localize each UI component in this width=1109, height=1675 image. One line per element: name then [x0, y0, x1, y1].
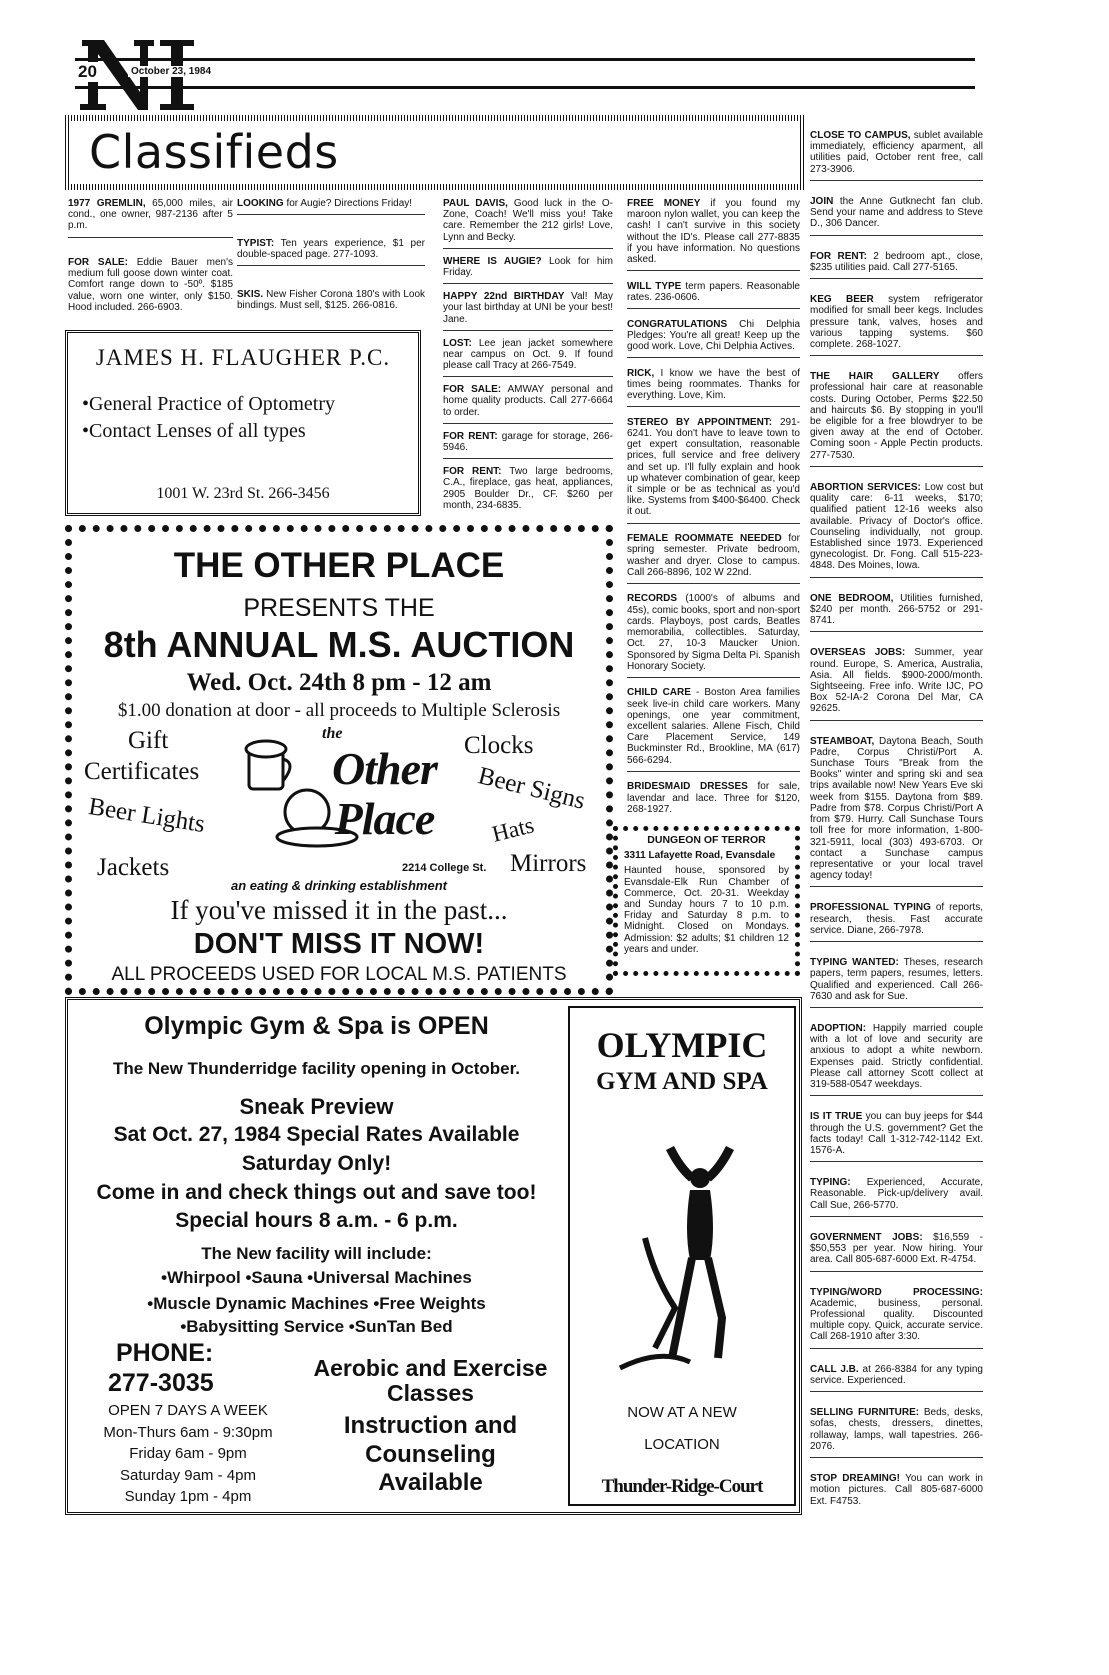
classified-ad — [810, 902, 983, 942]
classified-ad — [627, 533, 800, 584]
ad-body: Academic, business, personal. Professional quality. Discounted multiple copy. Quick, accurate service. Call 268-1910 after 3:30. — [810, 1297, 983, 1343]
ad-body: garage for storage, 266-5946. — [443, 430, 613, 454]
ad-body: Two large bedrooms, C.A., fireplace, gas heat, appliances, 2905 Boulder Dr., CF. $260 per month, 234-6835. — [443, 466, 613, 511]
hours-line: Friday 6am - 9pm — [129, 1445, 247, 1462]
ad-presents: PRESENTS THE — [243, 594, 435, 622]
classified-ad — [237, 289, 425, 316]
ad-body: New Fisher Corona 180's with Look bindings. Must sell, $125. 266-0816. — [237, 288, 425, 311]
ad-heading: TYPING: — [810, 1177, 851, 1189]
other-place-ad — [65, 525, 613, 995]
auction-item: Mirrors — [510, 850, 587, 877]
ad-body: Good luck in the O-Zone, Coach! We'll miss you! Take care. Remember the 212 girls! Love, Lynn and Becky. — [443, 198, 613, 243]
hours-line: Saturday 9am - 4pm — [120, 1466, 256, 1484]
ad-event: 8th ANNUAL M.S. AUCTION — [103, 624, 575, 665]
olympic-subheadline: The New Thunderridge facility opening in October. — [112, 1059, 521, 1078]
olympic-line: Come in and check things out and save too! — [96, 1181, 537, 1204]
new-location-line1: NOW AT A NEW — [627, 1404, 737, 1421]
ad-heading: FOR RENT: — [810, 250, 867, 262]
ad-heading: FOR RENT: — [443, 430, 498, 442]
classified-ad — [810, 593, 983, 633]
ad-body: $16,559 - $50,553 per year. Now hiring. Your area. Call 805-687-6000 Ext. R-4754. — [810, 1231, 983, 1266]
ad-title: THE OTHER PLACE — [173, 546, 505, 585]
ad-body: Summer, year round. Europe, S. America, Australia, Asia. All fields. $900-2000/month. Sightseeing. Free info. Write IJC, PO Box 52-IA-2 Corona Del Mar, CA 92625. — [810, 647, 983, 715]
ad-heading: TYPING/WORD PROCESSING: — [810, 1286, 983, 1298]
classified-ad — [627, 687, 800, 771]
classified-ad — [443, 291, 613, 331]
ad-heading: HAPPY 22nd BIRTHDAY — [443, 291, 565, 303]
ad-heading: PROFESSIONAL TYPING — [810, 902, 931, 914]
ad-body: You can work in motion pictures. Call 805-687-6000 Ext. F4753. — [810, 1473, 983, 1507]
classified-ad — [68, 198, 233, 238]
auction-item: Gift — [128, 727, 169, 754]
ad-body: 65,000 miles, air cond., one owner, 987-2136 after 5 p.m. — [68, 198, 233, 232]
classified-ad — [443, 466, 613, 516]
classified-ad — [627, 368, 800, 408]
ad-heading: LOOKING — [237, 198, 284, 209]
classified-ad — [810, 957, 983, 1008]
ad-heading: STEAMBOAT, — [810, 735, 875, 747]
ad-body: Eddie Bauer men's medium full goose down winter coat. Comfort range down to -50º. $185 value, worn one winter, only $150. Hood included. 266-6903. — [68, 256, 233, 313]
classified-column-1 — [68, 198, 233, 318]
facility-line: •Whirpool •Sauna •Universal Machines — [161, 1268, 472, 1287]
dungeon-body: Haunted house, sponsored by Evansdale-Elk Run Chamber of Commerce, Oct. 20-31. Weekday and Sunday hours 7 to 10 p.m. Friday and Saturday 8 p.m. to Midnight. Closed on Mondays. Admission: $2 adults; $1 children 12 years and under. — [624, 865, 789, 955]
classified-ad — [443, 384, 613, 424]
ad-body: of reports, research, thesis. Fast accurate service. Diane, 266-7978. — [810, 902, 983, 936]
ad-address: 2214 College St. — [402, 862, 487, 874]
dungeon-title: DUNGEON OF TERROR — [647, 834, 766, 846]
ad-body: term papers. Reasonable rates. 236-0606. — [627, 280, 800, 303]
ad-heading: WHERE IS AUGIE? — [443, 255, 542, 267]
ad-body: Look for him Friday. — [443, 255, 613, 278]
facility-heading: The New facility will include: — [201, 1244, 432, 1263]
olympic-gym-ad — [65, 997, 802, 1515]
masthead-rule-bottom — [75, 86, 975, 89]
classified-ad — [627, 593, 800, 677]
ad-heading: OVERSEAS JOBS: — [810, 647, 906, 659]
ad-heading: JOIN — [810, 195, 834, 207]
ad-heading: RECORDS — [627, 593, 678, 605]
ad-heading: STEREO BY APPOINTMENT: — [627, 416, 773, 428]
new-location-line2: LOCATION — [644, 1436, 720, 1453]
ad-heading: 1977 GREMLIN, — [68, 198, 146, 209]
ad-heading: LOST: — [443, 337, 472, 349]
classified-ad — [810, 1364, 983, 1392]
ad-body: for sale, lavendar and lace. Three for $120, 268-1927. — [627, 781, 800, 815]
ad-heading: STOP DREAMING! — [810, 1473, 900, 1485]
classified-ad — [810, 1473, 983, 1512]
phone-number: 277-3035 — [108, 1369, 214, 1397]
ad-heading: SKIS. — [237, 288, 264, 300]
classes-line: Counseling — [365, 1440, 496, 1468]
hours-line: OPEN 7 DAYS A WEEK — [108, 1402, 268, 1419]
auction-item: Clocks — [464, 732, 534, 759]
classified-ad — [810, 294, 983, 356]
classes-line: Available — [378, 1469, 483, 1496]
ad-body: system refrigerator modified for small beer kegs. Includes pressure tank, valves, hoses and various tapping systems. $60 complete. 268-1027. — [810, 294, 983, 350]
hours-line: Sunday 1pm - 4pm — [124, 1488, 252, 1505]
classified-ad — [810, 736, 983, 888]
classes-line: Instruction and — [343, 1412, 518, 1439]
optometry-ad — [65, 330, 421, 516]
ad-body: you can buy jeeps for $44 through the U.S. government? Get the facts today! Call 1-312-742-1142 Ext. 1576-A. — [810, 1111, 983, 1156]
classified-ad — [810, 130, 983, 181]
auction-item: Jackets — [97, 854, 170, 881]
ad-heading: FOR SALE: — [68, 256, 128, 268]
ad-body: at 266-8384 for any typing service. Experienced. — [810, 1363, 983, 1386]
classified-ad — [237, 238, 425, 266]
ad-heading: FEMALE ROOMMATE NEEDED — [627, 533, 782, 545]
dungeon-address: 3311 Lafayette Road, Evansdale — [624, 850, 776, 862]
ad-body: the Anne Gutknecht fan club. Send your name and address to Steve D., 306 Dancer. — [810, 195, 983, 230]
classified-ad — [810, 1232, 983, 1272]
facility-line: •Muscle Dynamic Machines •Free Weights — [147, 1294, 486, 1313]
classified-ad — [627, 281, 800, 309]
auction-item: Hats — [489, 812, 537, 847]
ad-donation: $1.00 donation at door - all proceeds to Multiple Sclerosis — [117, 700, 561, 721]
dungeon-of-terror-ad — [613, 826, 800, 976]
classes-line: Classes — [387, 1380, 474, 1406]
ad-heading: PAUL DAVIS, — [443, 198, 508, 209]
classes-block — [293, 1356, 568, 1406]
optometry-address: 1001 W. 23rd St. 266-3456 — [156, 485, 330, 502]
facility-line: •Babysitting Service •SunTan Bed — [180, 1317, 453, 1336]
classes-line: Aerobic and Exercise — [313, 1355, 548, 1381]
classified-column-4 — [627, 198, 800, 820]
ad-heading: SELLING FURNITURE: — [810, 1407, 920, 1419]
ad-body: Daytona Beach, South Padre, Corpus Christi/Port A. Sunchase Tours "Break from the Books" winter and spring ski and sea trips available now! New Years Eve ski week from $155. Daytona from $89. Padre from $78. Corpus Christi/Port A from $79. Hurry. Call Sunchase Tours toll free for more information, 1-800-321-5911, local (303) 493-6703. Or contact a Sunchase campus representative or your local travel agency today! — [810, 735, 983, 882]
ad-body: Low cost but quality care: 6-11 weeks, $170; qualified patient 12-16 weeks also available. Privacy of Doctor's office. Counseling individually, not group. Established since 1973. Experienced gynecologist. Dr. Fong. Call 515-223-4848. Des Moines, Iowa. — [810, 481, 983, 572]
classified-ad — [810, 371, 983, 467]
classified-ad — [68, 257, 233, 318]
instruction-block — [293, 1412, 568, 1498]
other-place-logo: Other Place — [332, 743, 437, 844]
classified-ad — [810, 1287, 983, 1349]
ad-heading: CHILD CARE — [627, 687, 691, 699]
ad-heading: CLOSE TO CAMPUS, — [810, 130, 911, 141]
olympic-ad-right — [568, 1006, 796, 1506]
ad-body: (1000's of albums and 45s), comic books, sport and non-sport cards. Playboys, post cards, Beatles memorabilia, collectibles. Saturday, Oct. 27, 10-3 Maucker Union. Sponsored by Sigma Delta Pi. Spanish Honorary Society. — [627, 593, 800, 672]
olympic-line: Saturday Only! — [241, 1152, 392, 1175]
ad-body: Ten years experience, $1 per double-spaced page. 277-1093. — [237, 237, 425, 260]
classified-ad — [810, 482, 983, 578]
ad-dont-miss: DON'T MISS IT NOW! — [193, 928, 485, 960]
logo-the: the — [322, 725, 343, 742]
auction-item: Beer Signs — [475, 762, 588, 815]
ad-heading: CONGRATULATIONS — [627, 318, 728, 330]
ad-body: if you found my maroon nylon wallet, you can keep the cash! I can't survive in this society without the ID's. Please call 277-8835 if you have information. No questions asked. — [627, 198, 800, 266]
ad-body: 291-6241. You don't have to leave town to get expert consultation, reasonable prices, full service and free delivery and set up. I'll fully explain and hook up whatever combination of gear, keep it simple or be as technical as you'd like. Systems from $400-$6400. Check it out. — [627, 416, 800, 518]
classified-ad — [810, 1111, 983, 1162]
ad-body: Utilities furnished, $240 per month. 266-5752 or 291-8741. — [810, 592, 983, 627]
ad-body: - Boston Area families seek live-in child care workers. Many openings, one year commitment, excellent salaries. Allene Fisch, Child Care Placement Service, 149 Buckminster Rd., Brookline, MA (617) 566-6294. — [627, 687, 800, 766]
classified-ad — [810, 196, 983, 236]
ad-body: Chi Delphia Pledges: You're all great! Keep up the good work. Love, Chi Delphia Actives. — [627, 318, 800, 353]
ad-heading: WILL TYPE — [627, 280, 682, 292]
classified-ad — [810, 251, 983, 279]
ad-proceeds: ALL PROCEEDS USED FOR LOCAL M.S. PATIENTS — [111, 964, 567, 985]
issue-date: October 23, 1984 — [128, 66, 214, 77]
classified-ad — [627, 319, 800, 359]
classified-ad — [810, 647, 983, 720]
ad-heading: ONE BEDROOM, — [810, 592, 894, 604]
ad-when: Wed. Oct. 24th 8 pm - 12 am — [186, 669, 492, 696]
classified-ad — [810, 1023, 983, 1096]
ad-body: I know we have the best of times being roommates. Thanks for everything. Love, Kim. — [627, 367, 800, 402]
ad-heading: CALL J.B. — [810, 1363, 859, 1375]
classified-ad — [810, 1407, 983, 1458]
ad-heading: IS IT TRUE — [810, 1111, 863, 1123]
ad-missed: If you've missed it in the past... — [170, 895, 508, 925]
ad-body: sublet available immediately, efficiency aparment, all utilities paid, October rent free, call 273-3906. — [810, 130, 983, 175]
classified-ad — [443, 338, 613, 378]
hours-line: Mon-Thurs 6am - 9:30pm — [103, 1423, 273, 1441]
brand-olympic: OLYMPIC — [596, 1025, 768, 1065]
ad-body: Val! May your last birthday at UNI be your best! Jane. — [443, 291, 613, 325]
ad-body: offers professional hair care at reasonable costs. During October, Perms $22.50 and haircuts $6. By stopping in you'll be eligible for a free blowdryer to be given away at the end of October. Coming soon - Apple Pectin products. 277-7530. — [810, 371, 983, 461]
ad-body: Lee jean jacket somewhere near campus on Oct. 9. If found please call Tracy at 266-7549. — [443, 337, 613, 372]
olympic-line: Sneak Preview — [239, 1094, 394, 1119]
ad-body: AMWAY personal and home quality products. Call 277-6664 to order. — [443, 384, 613, 418]
olympic-line: Special hours 8 a.m. - 6 p.m. — [175, 1209, 458, 1232]
section-title: Classifieds — [89, 125, 339, 179]
classified-ad — [810, 1177, 983, 1217]
ad-heading: BRIDESMAID DRESSES — [627, 781, 748, 793]
classified-ad — [627, 417, 800, 524]
ad-heading: TYPIST: — [237, 237, 275, 249]
ad-heading: FOR RENT: — [443, 466, 502, 478]
brand-gym-spa: GYM AND SPA — [596, 1068, 768, 1095]
ad-body: for Augie? Directions Friday! — [286, 198, 413, 209]
ad-heading: THE HAIR GALLERY — [810, 371, 940, 383]
ad-heading: ABORTION SERVICES: — [810, 481, 921, 493]
classified-ad — [443, 198, 613, 249]
ad-heading: RICK, — [627, 367, 655, 379]
classified-ad — [627, 198, 800, 271]
optometrist-name: JAMES H. FLAUGHER P.C. — [95, 345, 391, 370]
classified-column-5 — [810, 130, 983, 1512]
masthead-rule-top — [75, 58, 975, 61]
classified-ad — [237, 198, 425, 215]
classified-column-2 — [237, 198, 425, 316]
classifieds-header-box — [65, 115, 805, 190]
classified-ad — [627, 781, 800, 820]
ad-body: Theses, research papers, term papers, resumes, letters. Qualified and experienced. Call 266-7630 and ask for Sue. — [810, 957, 983, 1002]
ad-body: Beds, desks, sofas, chests, dressers, dinettes, rollaway, lamps, wall tapestries. 266-2076. — [810, 1407, 983, 1452]
classified-ad — [443, 431, 613, 459]
ad-heading: GOVERNMENT JOBS: — [810, 1231, 923, 1243]
ad-heading: FOR SALE: — [443, 384, 502, 396]
ad-body: Experienced, Accurate, Reasonable. Pick-up/delivery avail. Call Sue, 266-5770. — [810, 1177, 983, 1211]
ad-body: Happily married couple with a lot of love and security are anxious to adopt a white newborn. Expenses paid. Strictly confidential. Please call attorney Scott collect at 319-588-0547 weekdays. — [810, 1023, 983, 1091]
ad-tagline: an eating & drinking establishment — [231, 878, 447, 893]
page-number: 20 — [75, 62, 100, 82]
service-line-2: •Contact Lenses of all types — [82, 420, 306, 442]
auction-item: Beer Lights — [86, 792, 207, 839]
ad-body: for spring semester. Private bedroom, washer and dryer. Close to campus. Call 266-8896, 102 W 22nd. — [627, 533, 800, 578]
ad-heading: KEG BEER — [810, 294, 874, 306]
classified-ad — [443, 256, 613, 284]
classified-column-3 — [443, 198, 613, 516]
olympic-ad-left — [68, 1000, 565, 1512]
thunder-ridge-court-logo: Thunder-Ridge-Court — [601, 1476, 763, 1497]
ad-heading: FREE MONEY — [627, 198, 701, 209]
olympic-line: Sat Oct. 27, 1984 Special Rates Available — [113, 1123, 520, 1146]
service-line-1: •General Practice of Optometry — [82, 393, 336, 415]
ad-heading: TYPING WANTED: — [810, 957, 899, 969]
hours-block — [78, 1400, 298, 1508]
auction-item: Certificates — [84, 758, 200, 785]
ad-body: 2 bedroom apt., close, $235 utilities paid. Call 277-5165. — [810, 250, 983, 273]
olympic-headline: Olympic Gym & Spa is OPEN — [144, 1012, 489, 1040]
bodybuilder-figure-icon — [600, 1118, 770, 1378]
phone-label: PHONE: — [116, 1339, 214, 1367]
ad-heading: ADOPTION: — [810, 1023, 867, 1035]
